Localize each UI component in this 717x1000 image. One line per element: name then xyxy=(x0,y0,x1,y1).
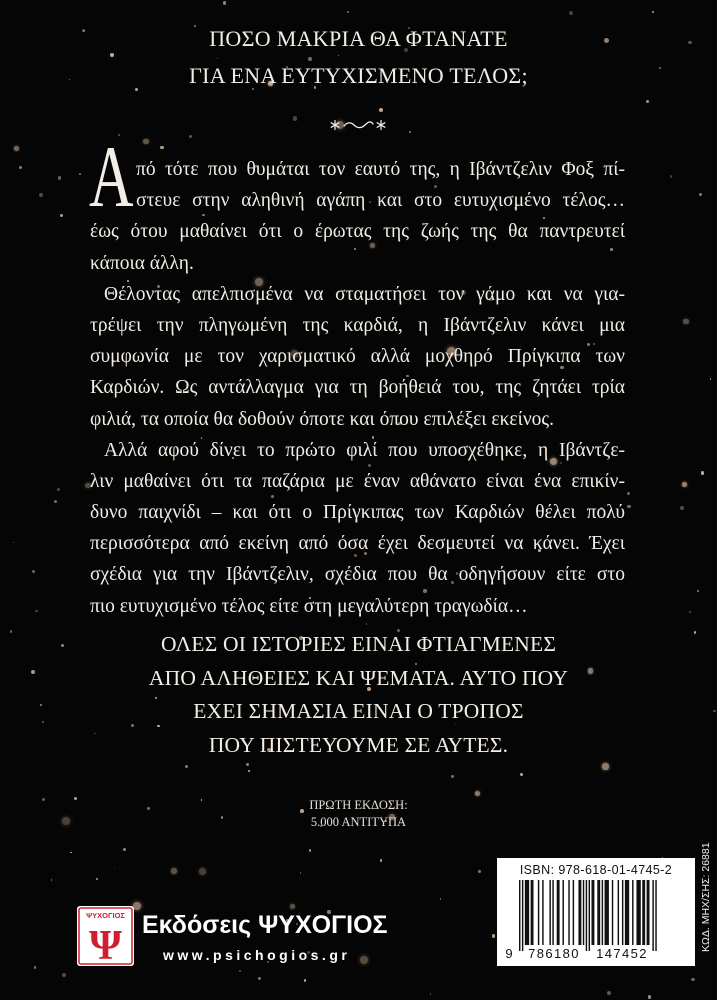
star-dot xyxy=(347,11,349,13)
barcode-bar xyxy=(568,880,569,945)
star-dot xyxy=(58,176,62,180)
barcode-bar xyxy=(552,880,553,945)
star-dot xyxy=(79,173,81,175)
edition-note xyxy=(0,797,717,831)
star-dot xyxy=(304,979,307,982)
star-dot xyxy=(680,506,684,510)
star-dot xyxy=(699,193,702,196)
wave-flourish-icon xyxy=(344,122,373,128)
headline-line: ΠΟΣΟ ΜΑΚΡΙΑ ΘΑ ΦΤΑΝΑΤΕ xyxy=(209,26,508,51)
barcode-bar xyxy=(632,880,633,945)
headline xyxy=(0,20,717,94)
star-dot xyxy=(682,482,687,487)
star-dot xyxy=(32,570,35,573)
logo-wordmark: ΨΥΧΟΓΙΟΣ xyxy=(86,911,125,920)
barcode-bar xyxy=(573,880,574,945)
blurb-line: περισσότερα από εκείνη από όσα έχει δεσμευτεί να κάνει. Έχει xyxy=(90,533,625,555)
isbn-label: ISBN: 978-618-01-4745-2 xyxy=(519,863,673,877)
blurb-paragraph xyxy=(90,279,625,435)
star-dot xyxy=(19,166,22,169)
star-dot xyxy=(607,991,611,995)
blurb-line: πό τότε που θυμάται τον εαυτό της, η Ιβάντζελιν Φοξ πί- xyxy=(136,159,625,180)
barcode-bar xyxy=(625,880,629,945)
product-code: ΚΩΔ. ΜΗΧ/ΣΗΣ: 26881 xyxy=(700,842,712,952)
star-dot xyxy=(569,11,573,15)
psi-symbol: Ψ xyxy=(89,923,122,966)
star-dot xyxy=(189,135,192,138)
drop-cap: Α xyxy=(89,129,134,226)
asterisk-icon xyxy=(331,121,339,130)
star-dot xyxy=(62,973,66,977)
star-dot xyxy=(646,100,649,103)
star-dot xyxy=(300,872,302,874)
star-dot xyxy=(710,378,712,380)
star-dot xyxy=(380,859,383,862)
blurb-line: Αλλά αφού δίνει το πρώτο φιλί που υποσχέθηκε, η Ιβάντζε- xyxy=(104,439,625,461)
barcode-digit-prefix: 9 xyxy=(505,946,513,961)
star-dot xyxy=(54,500,57,503)
star-dot xyxy=(199,868,206,875)
barcode-bar xyxy=(589,880,590,951)
star-dot xyxy=(409,131,411,133)
star-dot xyxy=(14,146,19,151)
blurb-line: φιλιά, τα οποία θα δοθούν όποτε και όπου επιλέξει εκείνος. xyxy=(90,408,555,430)
star-dot xyxy=(670,175,673,178)
publisher-logo-icon xyxy=(77,906,134,966)
blurb-paragraph xyxy=(90,154,625,279)
barcode-bar xyxy=(578,880,581,945)
barcode-bar xyxy=(557,880,560,945)
print-run: 5.000 ΑΝΤΙΤΥΠΑ xyxy=(310,815,407,829)
star-dot xyxy=(451,775,454,778)
blurb-line: Καρδιών. Ως αντάλλαγμα για τη βοήθειά του, της ζητάει τρία xyxy=(90,377,625,399)
star-dot xyxy=(246,763,249,766)
blurb-line: κάποια άλλη. xyxy=(90,252,194,274)
star-dot xyxy=(114,867,116,869)
blurb-line: σχέδια για την Ιβάντζελιν, σχέδια που θα οδηγήσουν είτε στο xyxy=(90,564,625,586)
star-dot xyxy=(691,978,694,981)
star-dot xyxy=(239,970,241,972)
star-dot xyxy=(34,966,37,969)
barcode-bar xyxy=(652,880,653,951)
star-dot xyxy=(57,488,60,491)
star-dot xyxy=(70,852,71,853)
star-dot xyxy=(520,773,523,776)
barcode-bar xyxy=(602,880,603,945)
star-dot xyxy=(160,146,163,149)
barcode-bar xyxy=(583,880,584,945)
barcode-bar xyxy=(538,880,539,945)
star-dot xyxy=(290,904,295,909)
barcode-digits-left: 786180 xyxy=(528,946,580,961)
quote-line: ΠΟΥ ΠΙΣΤΕΥΟΥΜΕ ΣΕ ΑΥΤΕΣ. xyxy=(208,732,509,757)
star-dot xyxy=(258,977,261,980)
barcode-bar xyxy=(655,880,656,951)
star-dot xyxy=(309,849,312,852)
star-dot xyxy=(248,770,250,772)
star-dot xyxy=(478,870,481,873)
edition-label: ΠΡΩΤΗ ΕΚΔΟΣΗ: xyxy=(309,798,408,812)
star-dot xyxy=(143,139,148,144)
quote-line: ΟΛΕΣ ΟΙ ΙΣΤΟΡΙΕΣ ΕΙΝΑΙ ΦΤΙΑΓΜΕΝΕΣ xyxy=(160,632,557,656)
blurb-line: τρέψει την πληγωμένη της καρδιά, η Ιβάντζελιν κάνει μια xyxy=(90,314,625,336)
barcode-bar xyxy=(592,880,595,945)
star-dot xyxy=(492,934,495,937)
barcode-bar xyxy=(647,880,650,945)
star-dot xyxy=(648,995,652,999)
barcode-bar xyxy=(525,880,529,945)
blurb-line: στευε στην αληθινή αγάπη και στο ευτυχισμένο τέλος… xyxy=(136,190,625,212)
star-dot xyxy=(366,623,368,625)
star-dot xyxy=(689,611,691,613)
barcode-bar xyxy=(549,880,550,945)
blurb-text xyxy=(89,129,625,622)
star-dot xyxy=(185,765,188,768)
star-dot xyxy=(602,763,608,769)
star-dot xyxy=(379,108,383,112)
star-dot xyxy=(35,610,38,613)
barcode-bar xyxy=(597,880,600,945)
barcode-bar xyxy=(622,880,623,945)
star-dot xyxy=(430,993,432,995)
blurb-line: πιο ευτυχισμένο τέλος είτε στη μεγαλύτερη τραγωδία… xyxy=(90,595,528,617)
star-dot xyxy=(60,214,63,217)
blurb-line: συμφωνία με τον χαρισματικό αλλά μοχθηρό Πρίγκιπα των xyxy=(90,346,625,368)
star-dot xyxy=(123,848,126,851)
tagline-quote xyxy=(0,628,717,762)
star-dot xyxy=(96,878,98,880)
star-dot xyxy=(627,505,630,508)
star-dot xyxy=(293,116,297,120)
star-dot xyxy=(440,898,442,900)
star-dot xyxy=(475,791,480,796)
barcode-bar xyxy=(522,880,523,951)
publisher-url: www.psichogios.gr xyxy=(163,947,351,963)
barcode-bar xyxy=(563,880,564,945)
star-dot xyxy=(701,471,704,474)
blurb-line: λιν μαθαίνει ότι τα παζάρια με έναν αθάνατο είναι ένα επικίν- xyxy=(90,470,625,492)
barcode-bar xyxy=(618,880,619,945)
star-dot xyxy=(223,1,226,4)
star-dot xyxy=(13,542,14,543)
barcode-digits-right: 147452 xyxy=(596,946,648,961)
barcode-bar xyxy=(519,880,520,951)
star-dot xyxy=(51,879,53,881)
star-dot xyxy=(683,319,689,325)
star-dot xyxy=(652,11,653,12)
barcode-bar xyxy=(586,880,587,951)
isbn-barcode xyxy=(497,858,695,966)
blurb-line: Θέλοντας απελπισμένα να σταματήσει τον γάμο και να για- xyxy=(104,283,625,305)
barcode-bar xyxy=(612,880,613,945)
barcode-bar xyxy=(531,880,534,945)
quote-line: ΑΠΟ ΑΛΗΘΕΙΕΣ ΚΑΙ ΨΕΜΑΤΑ. ΑΥΤΟ ΠΟΥ xyxy=(148,665,569,690)
ornament-divider-icon xyxy=(328,117,388,133)
blurb-line: έως ότου μαθαίνει ότι ο έρωτας της ζωής της θα παντρευτεί xyxy=(90,221,625,243)
star-dot xyxy=(171,868,177,874)
barcode-bar xyxy=(605,880,609,945)
barcode-bar xyxy=(636,880,640,945)
blurb-line: δυνο παιχνίδι – και ότι ο Πρίγκιπας των Καρδιών θέλει πολύ xyxy=(90,502,625,524)
barcode-bar xyxy=(542,880,543,945)
asterisk-icon xyxy=(377,121,385,130)
barcode-bar xyxy=(642,880,645,945)
star-dot xyxy=(697,590,699,592)
star-dot xyxy=(627,492,630,495)
headline-line: ΓΙΑ ΕΝΑ ΕΥΤΥΧΙΣΜΕΝΟ ΤΕΛΟΣ; xyxy=(189,63,528,88)
quote-line: ΕΧΕΙ ΣΗΜΑΣΙΑ ΕΙΝΑΙ Ο ΤΡΟΠΟΣ xyxy=(193,699,524,723)
star-dot xyxy=(360,956,368,964)
blurb-paragraph xyxy=(90,435,625,622)
star-dot xyxy=(39,193,44,198)
publisher-name: Εκδόσεις ΨΥΧΟΓΙΟΣ xyxy=(142,911,388,939)
